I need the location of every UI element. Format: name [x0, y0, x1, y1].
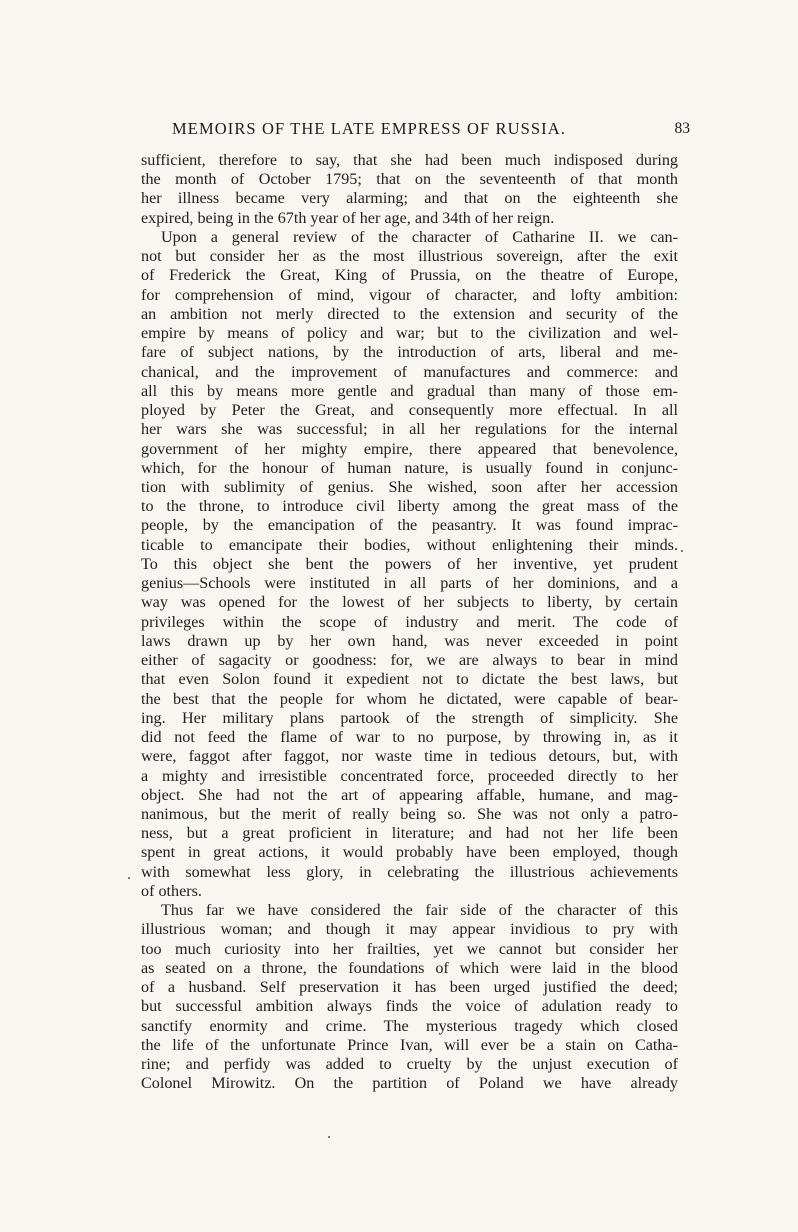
text-line-31: did not feed the flame of war to no purpose, by throwing in, as it — [141, 729, 678, 747]
text-line-46: sanctify enormity and crime. The mysterious tragedy which closed — [141, 1017, 678, 1035]
text-line-30: ing. Her military plans partook of the strength of simplicity. She — [141, 709, 678, 727]
text-line-15: her wars she was successful; in all her regulations for the internal — [141, 421, 678, 439]
text-line-47: the life of the unfortunate Prince Ivan, will ever be a stain on Catha- — [141, 1036, 678, 1054]
text-line-3: her illness became very alarming; and that on the eighteenth she — [141, 190, 678, 208]
text-line-49: Colonel Mirowitz. On the partition of Poland we have already — [141, 1075, 678, 1093]
text-line-22: To this object she bent the powers of her inventive, yet prudent — [141, 555, 678, 573]
text-line-29: the best that the people for whom he dictated, were capable of bear- — [141, 690, 678, 708]
text-line-37: spent in great actions, it would probably have been employed, though — [141, 844, 678, 862]
text-line-35: nanimous, but the merit of really being so. She was not only a patro- — [141, 805, 678, 823]
text-line-2: the month of October 1795; that on the seventeenth of that month — [141, 171, 678, 189]
text-line-12: chanical, and the improvement of manufactures and commerce: and — [141, 363, 678, 381]
running-title: MEMOIRS OF THE LATE EMPRESS OF RUSSIA. — [172, 119, 567, 138]
text-line-26: laws drawn up by her own hand, was never exceeded in point — [141, 632, 678, 650]
text-line-14: ployed by Peter the Great, and consequently more effectual. In all — [141, 402, 678, 420]
text-line-24: way was opened for the lowest of her subjects to liberty, by certain — [141, 594, 678, 612]
text-line-1: sufficient, therefore to say, that she had been much indisposed during — [141, 152, 678, 169]
text-line-16: government of her mighty empire, there appeared that benevolence, — [141, 440, 678, 458]
text-line-21: ticable to emancipate their bodies, without enlightening their minds. — [141, 536, 678, 554]
text-line-8: for comprehension of mind, vigour of character, and lofty ambition: — [141, 286, 678, 304]
text-line-42: too much curiosity into her frailties, yet we cannot but consider her — [141, 940, 678, 958]
print-mark — [128, 877, 130, 879]
body-text — [141, 151, 678, 1093]
text-line-48: rine; and perfidy was added to cruelty by the unjust execution of — [141, 1056, 678, 1074]
text-line-38: with somewhat less glory, in celebrating the illustrious achievements — [141, 863, 678, 881]
text-line-23: genius—Schools were instituted in all parts of her dominions, and a — [141, 575, 678, 593]
print-mark — [681, 550, 683, 552]
text-line-45: but successful ambition always finds the voice of adulation ready to — [141, 998, 678, 1016]
text-line-10: empire by means of policy and war; but to the civilization and wel- — [141, 325, 678, 343]
text-line-19: to the throne, to introduce civil liberty among the great mass of the — [141, 498, 678, 516]
running-head — [160, 119, 690, 143]
text-line-20: people, by the emancipation of the peasantry. It was found imprac- — [141, 517, 678, 535]
text-line-40: Thus far we have considered the fair side of the character of this — [161, 902, 678, 920]
text-line-18: tion with sublimity of genius. She wished, soon after her accession — [141, 478, 678, 496]
text-line-33: a mighty and irresistible concentrated force, proceeded directly to her — [141, 767, 678, 785]
text-line-13: all this by means more gentle and gradual than many of those em- — [141, 382, 678, 400]
text-line-39: of others. — [141, 882, 202, 900]
text-line-36: ness, but a great proficient in literature; and had not her life been — [141, 825, 678, 843]
text-line-34: object. She had not the art of appearing affable, humane, and mag- — [141, 786, 678, 804]
print-mark — [328, 1136, 330, 1138]
text-line-44: of a husband. Self preservation it has been urged justified the deed; — [141, 979, 678, 997]
text-line-41: illustrious woman; and though it may appear invidious to pry with — [141, 921, 678, 939]
text-line-9: an ambition not merly directed to the extension and security of the — [141, 305, 678, 323]
text-line-11: fare of subject nations, by the introduction of arts, liberal and me- — [141, 344, 678, 362]
text-line-32: were, faggot after faggot, nor waste time in tedious detours, but, with — [141, 748, 678, 766]
text-line-5: Upon a general review of the character of Catharine II. we can- — [161, 228, 678, 246]
text-line-25: privileges within the scope of industry and merit. The code of — [141, 613, 678, 631]
text-line-17: which, for the honour of human nature, is usually found in conjunc- — [141, 459, 678, 477]
text-line-28: that even Solon found it expedient not to dictate the best laws, but — [141, 671, 678, 689]
text-line-7: of Frederick the Great, King of Prussia, on the theatre of Europe, — [141, 267, 678, 285]
text-line-6: not but consider her as the most illustrious sovereign, after the exit — [141, 248, 678, 266]
text-line-27: either of sagacity or goodness: for, we are always to bear in mind — [141, 652, 678, 670]
page-number: 83 — [674, 120, 690, 137]
text-line-43: as seated on a throne, the foundations of which were laid in the blood — [141, 959, 678, 977]
text-line-4: expired, being in the 67th year of her age, and 34th of her reign. — [141, 209, 555, 227]
